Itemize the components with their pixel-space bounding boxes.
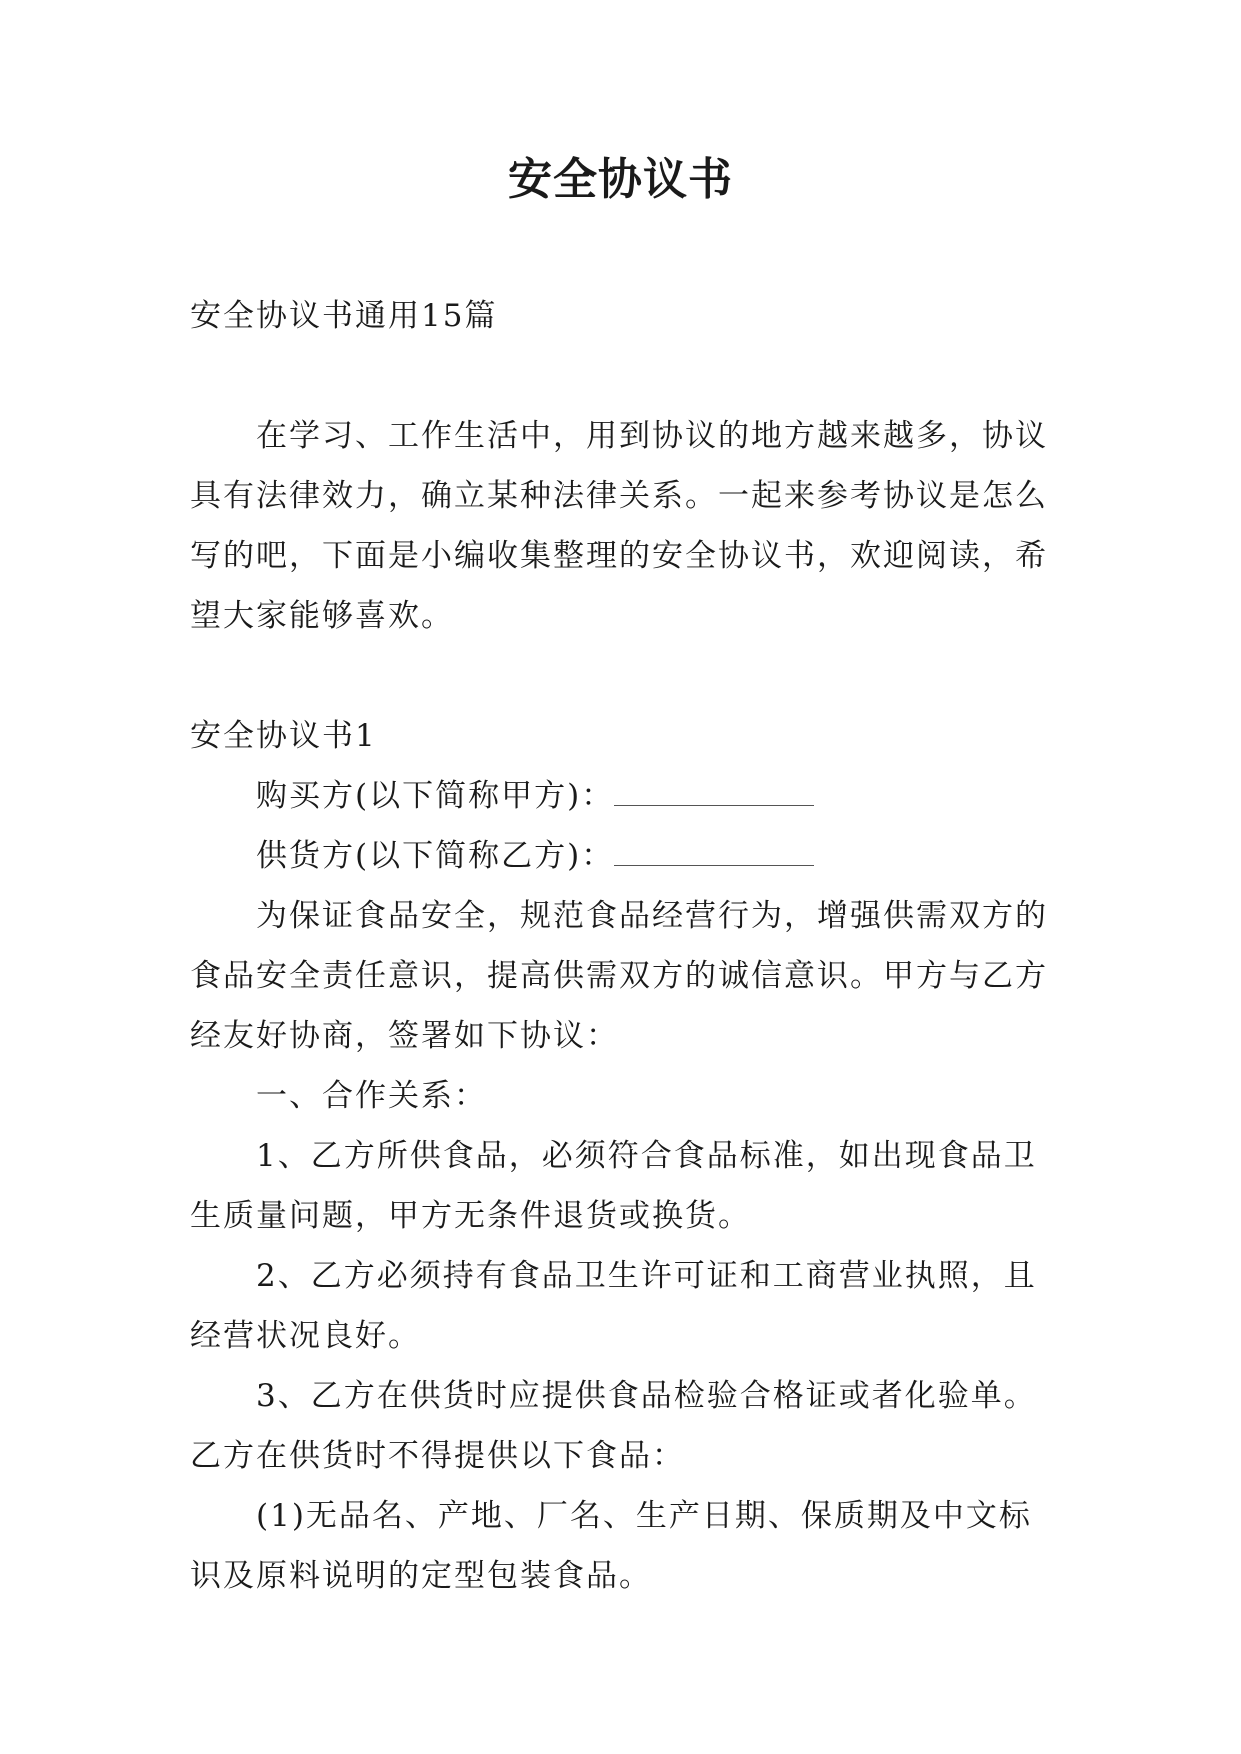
spacer: [190, 346, 1052, 406]
spacer: [190, 646, 1052, 706]
party-b-label: 供货方(以下简称乙方)：: [256, 838, 615, 874]
party-a-label: 购买方(以下简称甲方)：: [256, 778, 615, 814]
document-body: [190, 286, 1052, 1606]
preamble-paragraph: 为保证食品安全，规范食品经营行为，增强供需双方的食品安全责任意识，提高供需双方的诚信意识。甲方与乙方经友好协商，签署如下协议：: [190, 898, 1048, 1054]
section-heading: 安全协议书1: [190, 718, 377, 754]
party-b-line: [190, 826, 1052, 886]
party-b-blank: [614, 843, 814, 866]
party-a-line: [190, 766, 1052, 826]
document-title: 安全协议书: [508, 154, 733, 205]
clause-heading: 一、合作关系：: [256, 1078, 487, 1114]
clause-paragraph: 2、乙方必须持有食品卫生许可证和工商营业执照，且经营状况良好。: [190, 1258, 1037, 1354]
intro-paragraph: 在学习、工作生活中，用到协议的地方越来越多，协议具有法律效力，确立某种法律关系。一起来参考协议是怎么写的吧，下面是小编收集整理的安全协议书，欢迎阅读，希望大家能够喜欢。: [190, 418, 1048, 634]
clause-paragraph: 3、乙方在供货时应提供食品检验合格证或者化验单。乙方在供货时不得提供以下食品：: [190, 1378, 1037, 1474]
party-a-blank: [614, 783, 814, 806]
clause-paragraph: 1、乙方所供食品，必须符合食品标准，如出现食品卫生质量问题，甲方无条件退货或换货。: [190, 1138, 1037, 1234]
document-subtitle: 安全协议书通用15篇: [190, 298, 498, 334]
clause-paragraph: (1)无品名、产地、厂名、生产日期、保质期及中文标识及原料说明的定型包装食品。: [190, 1498, 1032, 1594]
